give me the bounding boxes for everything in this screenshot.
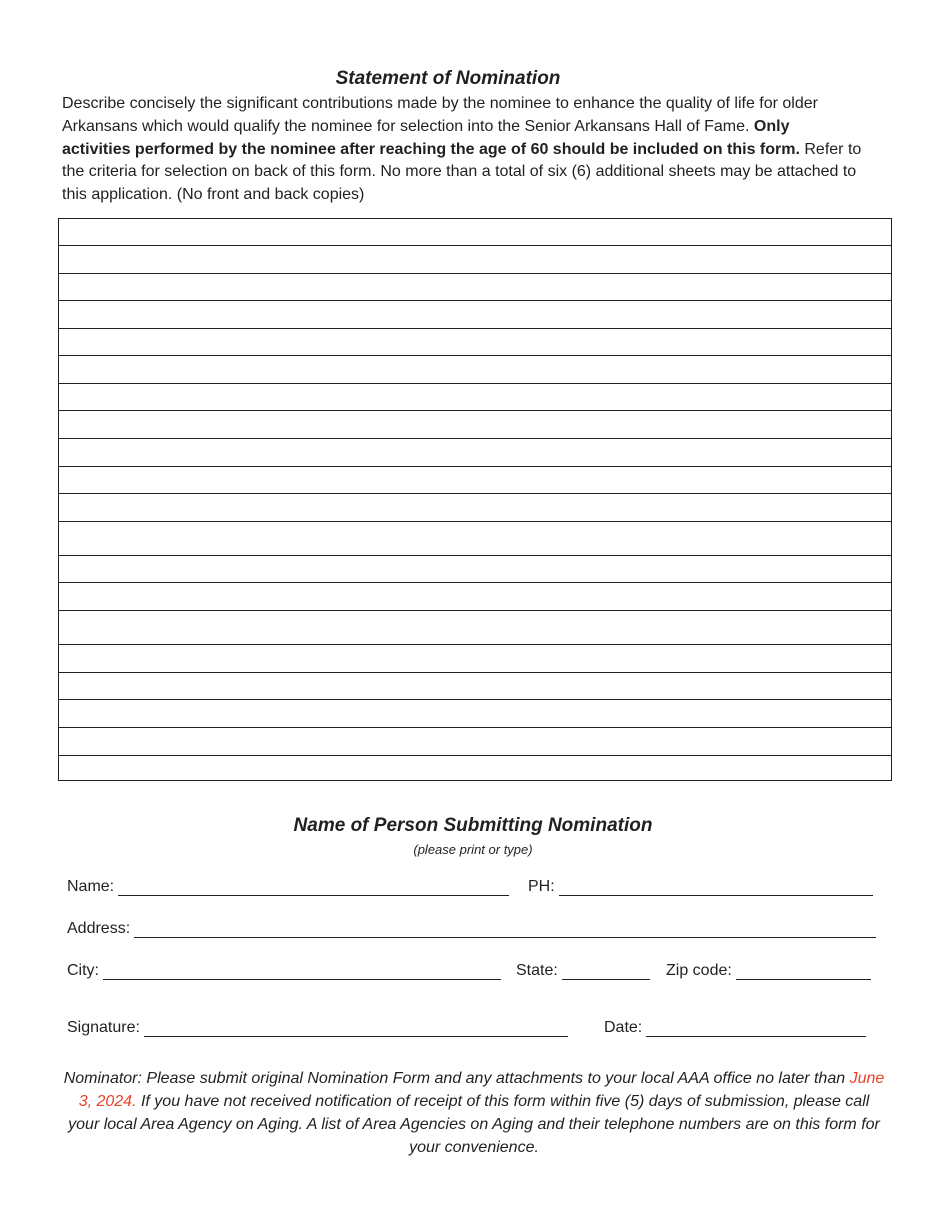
- submitter-section-title: Name of Person Submitting Nomination: [293, 815, 653, 836]
- signature-label: Signature:: [67, 1019, 140, 1036]
- writing-line: [59, 438, 891, 439]
- writing-line: [59, 727, 891, 728]
- submitter-section-note: (please print or type): [413, 842, 533, 857]
- date-input-line[interactable]: [646, 1021, 866, 1037]
- writing-line: [59, 755, 891, 756]
- zip-field[interactable]: [666, 962, 871, 980]
- address-label: Address:: [67, 920, 131, 937]
- instructions-text-1: Describe concisely the significant contributions made by the nominee to enhance the quality of life for older Arkansans which would qualify the nominee for selection into the Senior Arkansans Hall of Fame.: [62, 95, 818, 135]
- writing-line: [59, 644, 891, 645]
- writing-line: [59, 699, 891, 700]
- footer-text-1: Nominator: Please submit original Nomination Form and any attachments to your local AAA office no later than: [63, 1070, 850, 1087]
- name-field[interactable]: [67, 878, 509, 896]
- city-input-line[interactable]: [103, 964, 501, 980]
- writing-line: [59, 245, 891, 246]
- writing-line: [59, 582, 891, 583]
- state-label: State:: [516, 962, 558, 979]
- address-field[interactable]: [67, 920, 876, 938]
- name-input-line[interactable]: [118, 880, 509, 896]
- instructions-text-2: Refer to the criteria for selection on back of this form. No more than a total of six (6) additional sheets may be attached to this application. (No front and back copies): [62, 140, 862, 204]
- statement-instructions: [62, 93, 862, 207]
- signature-input-line[interactable]: [144, 1021, 568, 1037]
- writing-line: [59, 273, 891, 274]
- zip-input-line[interactable]: [736, 964, 871, 980]
- writing-line: [59, 300, 891, 301]
- signature-field[interactable]: [67, 1019, 568, 1037]
- writing-line: [59, 466, 891, 467]
- city-label: City:: [67, 962, 99, 979]
- writing-line: [59, 493, 891, 494]
- writing-line: [59, 521, 891, 522]
- nominator-instructions: [62, 1067, 886, 1159]
- writing-line: [59, 383, 891, 384]
- name-label: Name:: [67, 878, 115, 895]
- writing-line: [59, 328, 891, 329]
- date-label: Date:: [604, 1019, 643, 1036]
- writing-line: [59, 555, 891, 556]
- instructions-bold-text: Only activities performed by the nominee after reaching the age of 60 should be included on this form.: [62, 117, 800, 158]
- submission-deadline: June 3, 2024.: [78, 1070, 885, 1110]
- zip-label: Zip code:: [666, 962, 732, 979]
- writing-line: [59, 410, 891, 411]
- statement-title: Statement of Nomination: [335, 68, 561, 89]
- state-input-line[interactable]: [562, 964, 650, 980]
- writing-line: [59, 672, 891, 673]
- city-field[interactable]: [67, 962, 501, 980]
- writing-line: [59, 610, 891, 611]
- date-field[interactable]: [604, 1019, 866, 1037]
- footer-text-2: If you have not received notification of receipt of this form within five (5) days of submission, please call your local Area Agency on Aging. A list of Area Agencies on Aging and their telephone numbers are on this form for your convenience.: [68, 1093, 880, 1156]
- phone-field[interactable]: [528, 878, 873, 896]
- state-field[interactable]: [516, 962, 650, 980]
- writing-line: [59, 355, 891, 356]
- phone-label: PH:: [528, 878, 555, 895]
- address-input-line[interactable]: [134, 922, 876, 938]
- statement-writing-area[interactable]: [58, 218, 892, 781]
- phone-input-line[interactable]: [559, 880, 873, 896]
